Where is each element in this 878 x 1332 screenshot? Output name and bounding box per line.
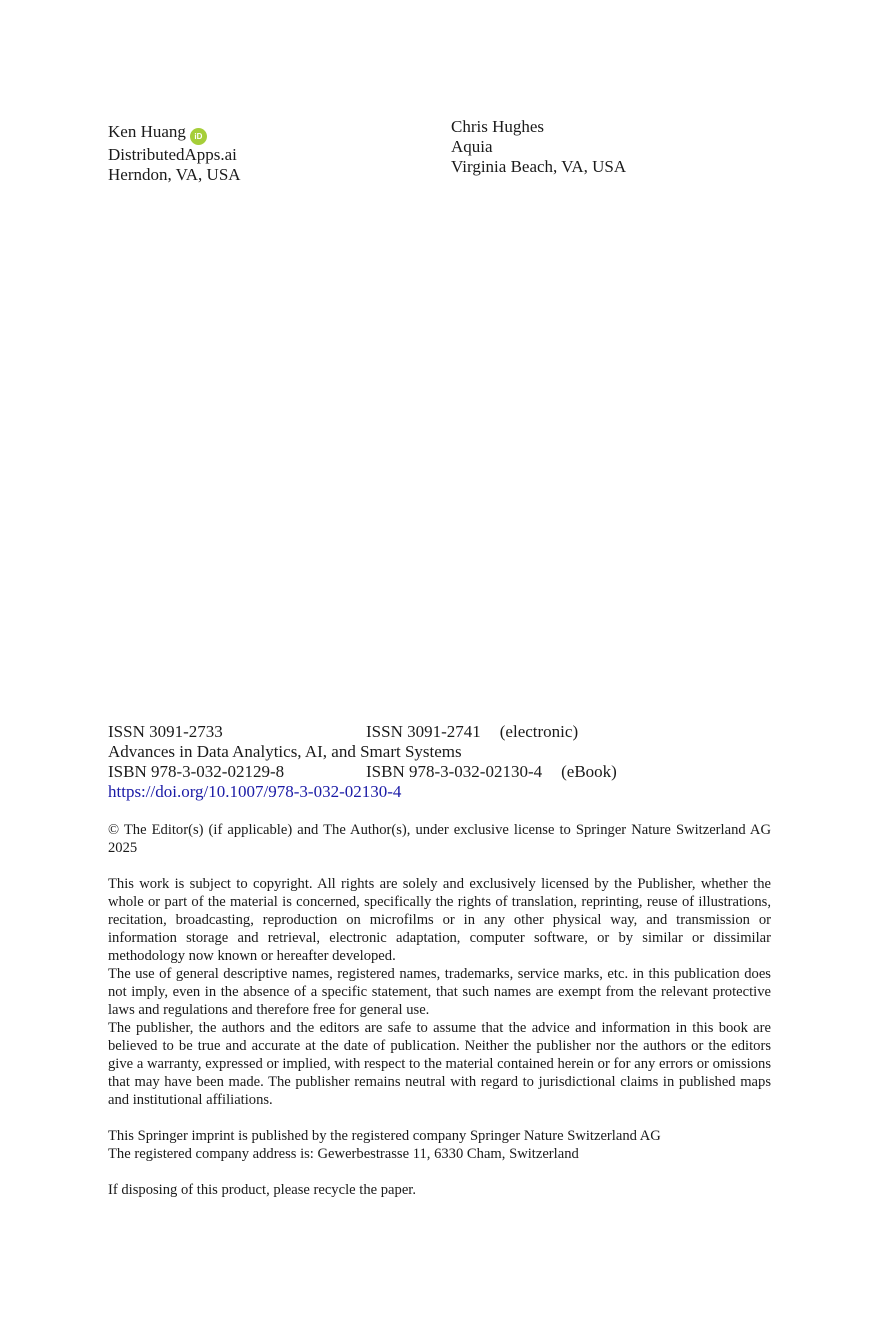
publisher-imprint: This Springer imprint is published by the registered company Springer Nature Switzerland AG xyxy=(108,1128,661,1144)
legal-notices xyxy=(108,821,771,1199)
author-chris-hughes xyxy=(451,117,626,177)
isbn-ebook: ISBN 978-3-032-02130-4 xyxy=(366,762,543,781)
author-name: Ken Huang xyxy=(108,122,186,141)
isbn-row xyxy=(108,762,617,782)
doi-row xyxy=(108,782,617,802)
recycle-notice: If disposing of this product, please recycle the paper. xyxy=(108,1182,416,1198)
issn-print: ISSN 3091-2733 xyxy=(108,722,223,741)
isbn-ebook-label: (eBook) xyxy=(561,762,617,781)
issn-electronic: ISSN 3091-2741 xyxy=(366,722,481,741)
series-title: Advances in Data Analytics, AI, and Smart Systems xyxy=(108,742,462,761)
author-ken-huang xyxy=(108,122,241,185)
author-location: Virginia Beach, VA, USA xyxy=(451,157,627,176)
orcid-icon[interactable]: iD xyxy=(190,128,207,145)
author-name: Chris Hughes xyxy=(451,117,545,136)
legal-paragraph-trademarks: The use of general descriptive names, registered names, trademarks, service marks, etc. in this publication does not imply, even in the absence of a specific statement, that such names are exempt from the relevant protective laws and regulations and therefore free for general use. xyxy=(108,966,771,1018)
author-location: Herndon, VA, USA xyxy=(108,165,241,184)
bibliographic-info xyxy=(108,722,617,802)
isbn-print: ISBN 978-3-032-02129-8 xyxy=(108,762,285,781)
issn-electronic-label: (electronic) xyxy=(499,722,579,741)
author-name-line xyxy=(108,122,241,145)
publisher-address: The registered company address is: Gewerbestrasse 11, 6330 Cham, Switzerland xyxy=(108,1146,579,1162)
issn-row xyxy=(108,722,617,742)
doi-link[interactable]: https://doi.org/10.1007/978-3-032-02130-4 xyxy=(108,782,402,801)
copyright-notice: © The Editor(s) (if applicable) and The Author(s), under exclusive license to Springer Nature Switzerland AG 2025 xyxy=(108,822,771,856)
author-affiliation: Aquia xyxy=(451,137,493,156)
legal-paragraph-copyright: This work is subject to copyright. All rights are solely and exclusively licensed by the Publisher, whether the whole or part of the material is concerned, specifically the rights of translation, reprinting, reuse of illustrations, recitation, broadcasting, reproduction on microfilms or in any other physical way, and transmission or information storage and retrieval, electronic adaptation, computer software, or by similar or dissimilar methodology now known or hereafter developed. xyxy=(108,876,771,964)
author-affiliation: DistributedApps.ai xyxy=(108,145,237,164)
legal-paragraph-disclaimer: The publisher, the authors and the editors are safe to assume that the advice and information in this book are believed to be true and accurate at the date of publication. Neither the publisher nor the authors or the editors give a warranty, expressed or implied, with respect to the material contained herein or for any errors or omissions that may have been made. The publisher remains neutral with regard to jurisdictional claims in published maps and institutional affiliations. xyxy=(108,1020,771,1108)
